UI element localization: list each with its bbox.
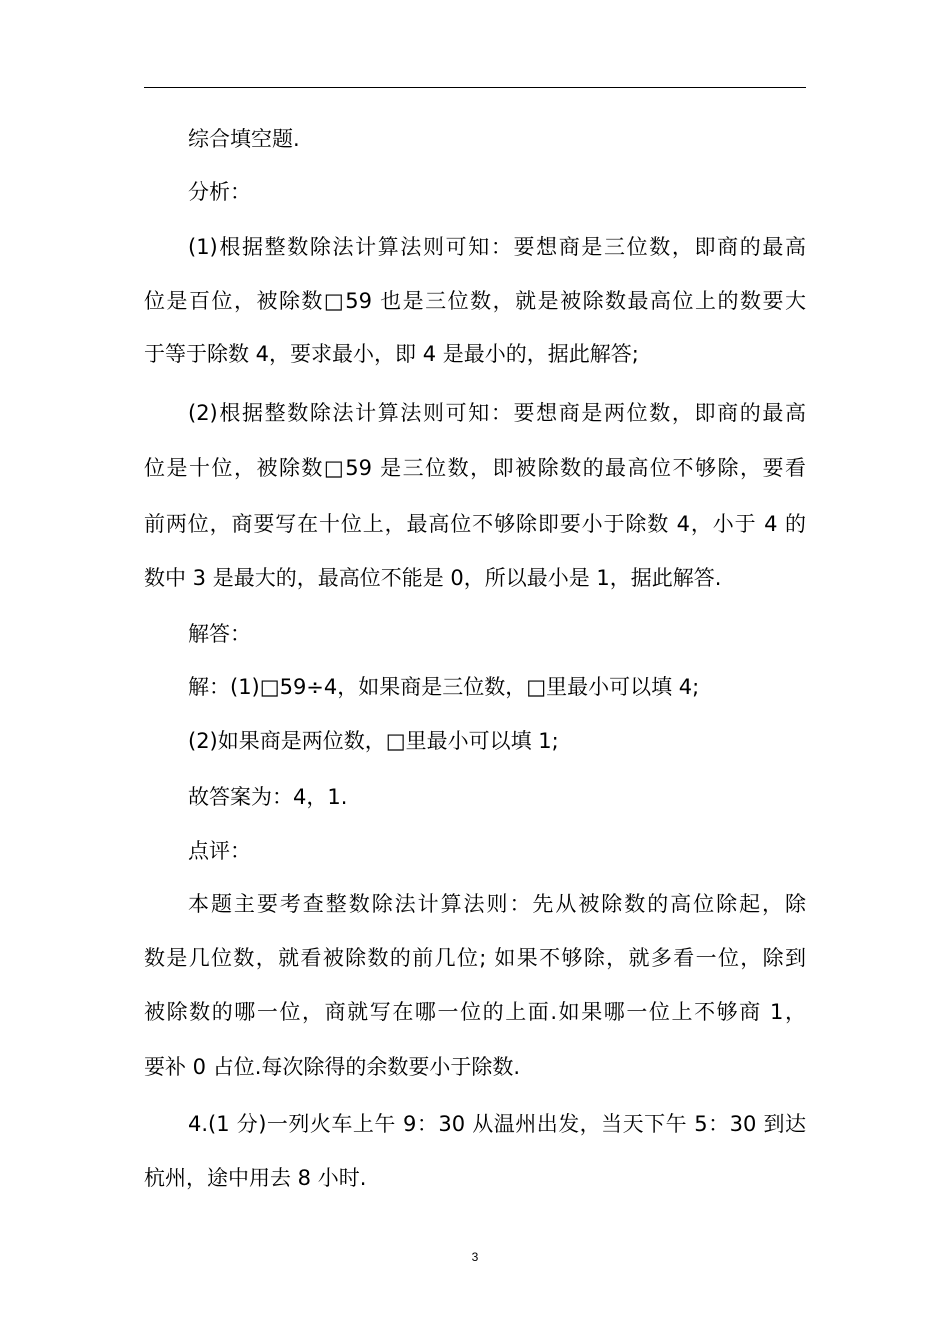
answer-text-line: 故答案为：4，1. bbox=[188, 785, 348, 809]
question-text-line: 4.(1 分)一列火车上午 9：30 从温州出发，当天下午 5：30 到达 bbox=[188, 1112, 806, 1136]
answer-text-line: 解：(1)□59÷4，如果商是三位数，□里最小可以填 4; bbox=[188, 675, 700, 699]
analysis-text-line: 于等于除数 4，要求最小，即 4 是最小的，据此解答; bbox=[144, 342, 639, 366]
answer-text-line: (2)如果商是两位数，□里最小可以填 1; bbox=[188, 729, 559, 753]
comment-text-line: 本题主要考查整数除法计算法则：先从被除数的高位除起，除 bbox=[188, 892, 806, 916]
analysis-text-line: 位是百位，被除数□59 也是三位数，就是被除数最高位上的数要大 bbox=[144, 289, 806, 313]
section-label-analysis: 分析： bbox=[188, 180, 251, 204]
section-label-type: 综合填空题. bbox=[188, 127, 300, 151]
section-label-comment: 点评： bbox=[188, 839, 251, 863]
analysis-text-line: 前两位，商要写在十位上，最高位不够除即要小于除数 4，小于 4 的 bbox=[144, 512, 806, 536]
comment-text-line: 被除数的哪一位，商就写在哪一位的上面.如果哪一位上不够商 1， bbox=[144, 1000, 806, 1024]
analysis-text-line: (2)根据整数除法计算法则可知：要想商是两位数，即商的最高 bbox=[188, 401, 806, 425]
question-text-line: 杭州，途中用去 8 小时. bbox=[144, 1166, 367, 1190]
analysis-text-line: (1)根据整数除法计算法则可知：要想商是三位数，即商的最高 bbox=[188, 235, 806, 259]
page-number: 3 bbox=[471, 1250, 479, 1264]
section-label-answer: 解答： bbox=[188, 622, 251, 646]
comment-text-line: 数是几位数，就看被除数的前几位; 如果不够除，就多看一位，除到 bbox=[144, 946, 806, 970]
analysis-text-line: 数中 3 是最大的，最高位不能是 0，所以最小是 1，据此解答. bbox=[144, 566, 722, 590]
header-rule bbox=[144, 87, 806, 88]
comment-text-line: 要补 0 占位.每次除得的余数要小于除数. bbox=[144, 1055, 521, 1079]
analysis-text-line: 位是十位，被除数□59 是三位数，即被除数的最高位不够除，要看 bbox=[144, 456, 806, 480]
